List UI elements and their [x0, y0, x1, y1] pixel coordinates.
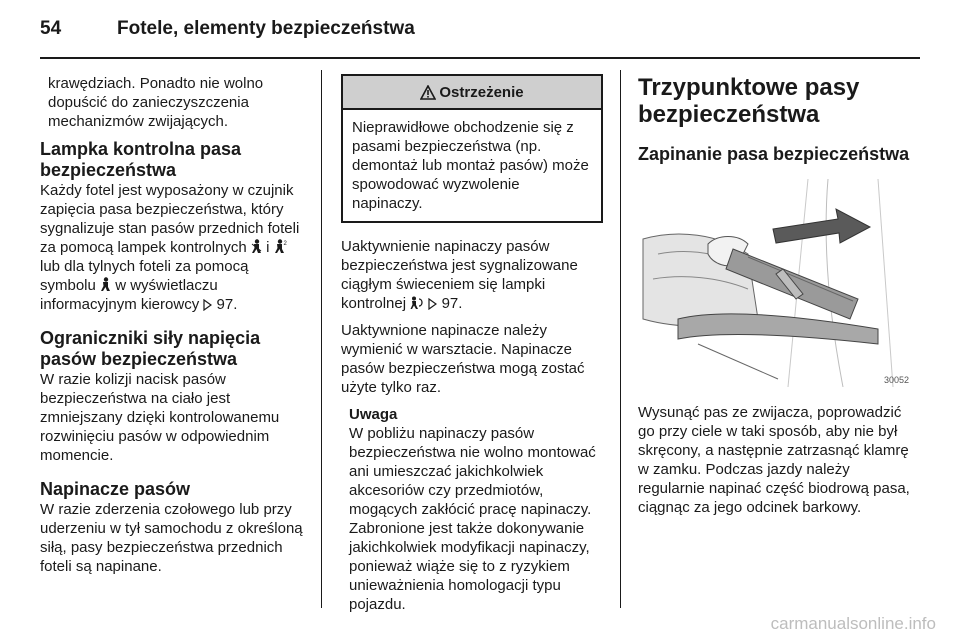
page-number: 54 [40, 18, 62, 39]
ref-triangle-icon [203, 299, 212, 311]
warning-title: Ostrzeżenie [439, 83, 524, 101]
svg-text:2: 2 [283, 241, 287, 247]
page-title: Fotele, elementy bezpieczeństwa [117, 18, 415, 39]
seatbelt-icon [251, 239, 262, 254]
pretensioners-text: W razie zderzenia czołowego lub przy uderzeniu w tył samochodu z określoną siłą, pasy bezpieczeństwa przednich foteli są napinane. [40, 501, 303, 575]
replacement-text: Uaktywnione napinacze należy wymienić w warsztacie. Napinacze pasów bezpieczeństwa mogą zostać użyte tylko raz. [341, 322, 585, 396]
column-right [638, 74, 920, 525]
intro-text: krawędziach. Ponadto nie wolno dopuścić do zanieczyszczenia mechanizmów zwijających. [48, 75, 264, 130]
ref-triangle-icon [428, 298, 437, 310]
section-heading-pretensioners: Napinacze pasów [40, 479, 191, 499]
subheading-fastening: Zapinanie pasa bezpieczeństwa [638, 144, 910, 164]
note-title: Uwaga [349, 406, 398, 423]
column-divider [620, 70, 621, 608]
page-header [40, 18, 920, 54]
warning-box [341, 74, 603, 223]
seatbelt-fastening-image [638, 179, 916, 387]
belt-warning-lamp-text: Każdy fotel jest wyposażony w czujnik zapięcia pasa bezpieczeństwa, który sygnalizuje stan pasów przednich foteli za pomocą lampek kontrolnych i 2 lub dla tylnych foteli za pomocą symbolu w wyświetlaczu informacyjnym kierowcy 97. [40, 182, 300, 313]
note-box [341, 405, 603, 614]
section-heading-three-point-belts: Trzypunktowe pasy bezpieczeństwa [638, 74, 860, 128]
column-middle [341, 74, 603, 614]
airbag-icon [410, 296, 424, 310]
warning-triangle-icon [420, 85, 436, 100]
watermark: carmanualsonline.info [770, 614, 936, 633]
warning-text: Nieprawidłowe obchodzenie się z pasami bezpieczeństwa (np. demontaż lub montaż pasów) może spowodować wyzwolenie napinaczy. [352, 119, 589, 212]
section-heading-load-limiters: Ograniczniki siły napięcia pasów bezpieczeństwa [40, 328, 261, 369]
activation-text: Uaktywnienie napinaczy pasów bezpieczeństwa jest sygnalizowane ciągłym świeceniem się lampki kontrolnej 97. [341, 238, 578, 312]
seatbelt-illustration [638, 179, 916, 387]
header-rule [40, 57, 920, 59]
load-limiters-text: W razie kolizji nacisk pasów bezpieczeństwa na ciało jest zmniejszany dzięki kontrolowanemu rozwinięciu pasów w odpowiednim momencie. [40, 371, 280, 464]
seatbelt-rear-icon [100, 277, 111, 292]
column-left [40, 74, 306, 584]
column-divider [321, 70, 322, 608]
seatbelt-2-icon [274, 239, 288, 254]
fastening-instructions: Wysunąć pas ze zwijacza, poprowadzić go przy ciele w taki sposób, aby nie był skręcony, a następnie zatrzasnąć klamrę w zamku. Podczas jazdy należy regularnie napinać część biodrową pasa, ciągnąc za jego odcinek barkowy. [638, 404, 910, 516]
figure-number: 30052 [884, 375, 910, 385]
warning-header [343, 76, 601, 110]
note-text: W pobliżu napinaczy pasów bezpieczeństwa nie wolno montować ani umieszczać jakichkolwiek akcesoriów czy przedmiotów, mogących zakłócić pracę napinaczy. Zabronione jest także dokonywanie jakichkolwiek modyfikacji napinaczy, ponieważ wiąże się to z ryzykiem unieważnienia homologacji typu pojazdu. [349, 425, 596, 613]
section-heading-belt-warning-lamp: Lampka kontrolna pasa bezpieczeństwa [40, 139, 242, 180]
